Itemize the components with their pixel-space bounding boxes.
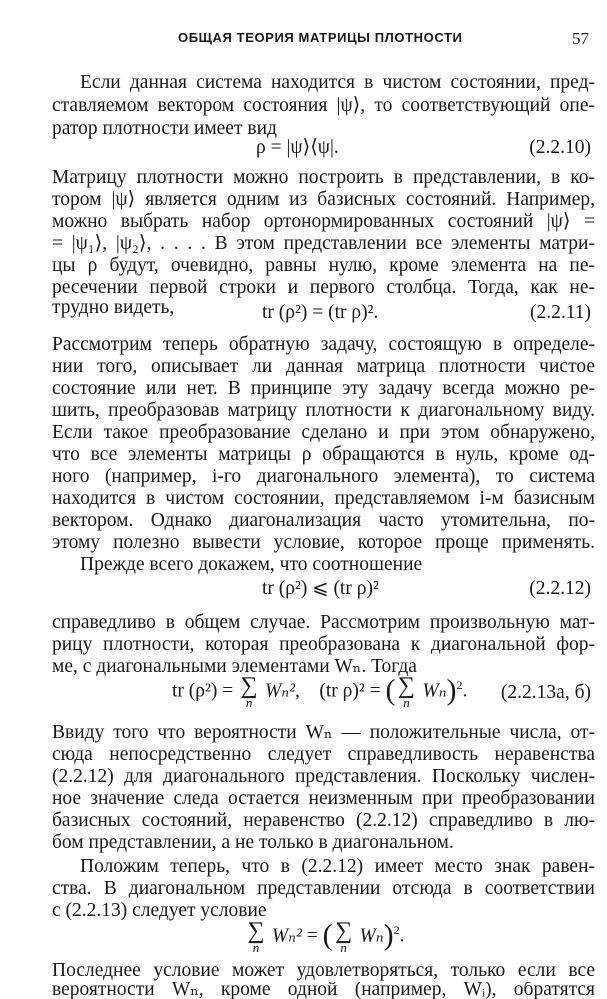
sum-index: n [245, 695, 253, 711]
condition-right-term: Wₙ [359, 925, 384, 947]
text-line: трудно видеть, [52, 297, 175, 318]
text-line: Ввиду того что вероятности Wₙ — положительные числа, от- [52, 722, 595, 743]
text-line: Если такое преобразование сделано и при этом обнаружено, [52, 422, 595, 443]
eq-13a-term: Wₙ², [264, 680, 300, 702]
page-number: 57 [572, 29, 589, 48]
text-line: вероятности Wₙ, кроме одной (например, Wᵢ), обратятся [52, 982, 595, 999]
text-line: Положим теперь, что в (2.2.12) имеет место знак равен- [80, 856, 595, 877]
text-line: ное значение следа остается неизменным при преобразовании [52, 788, 595, 809]
text-line: ресечении первой строки и первого столбца. Тогда, как не- [52, 277, 595, 298]
text-line: можно выбрать набор ортонормированных состояний |ψ⟩ = [52, 211, 595, 232]
eq-13a-left: tr (ρ²) = [172, 680, 234, 702]
sum-symbol: ∑ [240, 673, 258, 700]
text-line: ме, с диагональными элементами Wₙ. Тогда [52, 656, 417, 677]
left-paren: ( [385, 673, 396, 707]
text-line: с (2.2.13) следует условие [52, 900, 267, 921]
condition-left-term: Wₙ² [271, 925, 302, 947]
sum-index: n [252, 940, 260, 956]
outer-square: 2 [393, 923, 400, 937]
equation-condition [245, 919, 405, 957]
equation-number: (2.2.12) [529, 578, 591, 599]
text-line: базисных состояний, неравенство (2.2.12) справедливо в лю- [52, 810, 595, 831]
text-line: ства. В диагональном представлении отсюда в соответствии [52, 878, 595, 899]
summation [245, 920, 267, 954]
sum-index: n [403, 695, 410, 711]
text-line: рицу плотности, которая преобразована к диагональной фор- [52, 634, 595, 655]
text-line: ного (например, i-го диагонального элемента), то система [52, 466, 595, 487]
summation [238, 675, 260, 709]
text-line: шить, преобразовав матрицу плотности к диагональному виду. [52, 400, 595, 421]
period: . [399, 925, 405, 947]
text-line: Прежде всего докажем, что соотношение [80, 554, 423, 575]
eq-13b-term: Wₙ [422, 680, 447, 702]
text-line: находится в чистом состоянии, представляемом i-м базисным [52, 488, 595, 509]
summation [395, 675, 417, 709]
text-line: этому полезно вывести условие, которое проще применять. [52, 532, 595, 553]
equation-number: (2.2.10) [529, 137, 591, 158]
text-line: справедливо в общем случае. Рассмотрим произвольную мат- [52, 612, 595, 633]
equals-sign: = [306, 925, 318, 947]
equation-2-2-11: tr (ρ²) = (tr ρ)². [262, 302, 379, 323]
text-line: что все элементы матрицы ρ обращаются в нуль, кроме од- [52, 444, 595, 465]
right-paren: ) [383, 918, 394, 952]
equation-number: (2.2.13а, б) [500, 682, 591, 703]
text-line: (2.2.12) для диагонального представления. Поскольку числен- [52, 766, 595, 787]
sum-symbol: ∑ [397, 673, 416, 700]
text-line: бом представлении, а не только в диагональном. [52, 832, 454, 853]
period: . [462, 680, 468, 702]
text-line: состояние или нет. В принципе эту задачу всегда можно ре- [52, 378, 595, 399]
text-line: сюда непосредственно следует справедливость неравенства [52, 744, 595, 765]
eq-13b-left: (tr ρ)² = [319, 680, 381, 702]
text-line: Рассмотрим теперь обратную задачу, состоящую в определе- [52, 334, 595, 355]
text-line: вектором. Однако диагонализация часто утомительна, по- [52, 510, 595, 531]
text-line: тором |ψ⟩ является одним из базисных состояний. Например, [52, 189, 595, 210]
text-line: ратор плотности имеет вид [52, 118, 277, 139]
text-line: Матрицу плотности можно построить в представлении, в ко- [52, 167, 595, 188]
outer-square: 2 [456, 678, 463, 692]
summation [333, 920, 355, 954]
left-paren: ( [322, 918, 333, 952]
equation-number: (2.2.11) [529, 302, 591, 323]
equation-2-2-13 [172, 674, 467, 714]
text-line: цы ρ будут, очевидно, равны нулю, кроме элемента на пе- [52, 255, 595, 276]
sum-symbol: ∑ [335, 918, 353, 945]
text-line: Если данная система находится в чистом состоянии, пред- [80, 72, 595, 93]
sum-symbol: ∑ [247, 918, 265, 945]
equation-2-2-12: tr (ρ²) ⩽ (tr ρ)² [262, 578, 379, 599]
sum-index: n [340, 940, 347, 956]
text-line: = |ψ₁⟩, |ψ₂⟩, . . . . В этом представлении все элементы матри- [52, 233, 595, 254]
text-line: ставляемом вектором состояния |ψ⟩, то соответствующий опе- [52, 95, 595, 116]
equation-2-2-10: ρ = |ψ⟩⟨ψ|. [256, 137, 339, 158]
right-paren: ) [446, 673, 457, 707]
text-line: Последнее условие может удовлетворяться, только если все [52, 960, 595, 981]
text-line: нии того, описывает ли данная матрица плотности чистое [52, 356, 595, 377]
running-title: ОБЩАЯ ТЕОРИЯ МАТРИЦЫ ПЛОТНОСТИ [178, 30, 463, 45]
